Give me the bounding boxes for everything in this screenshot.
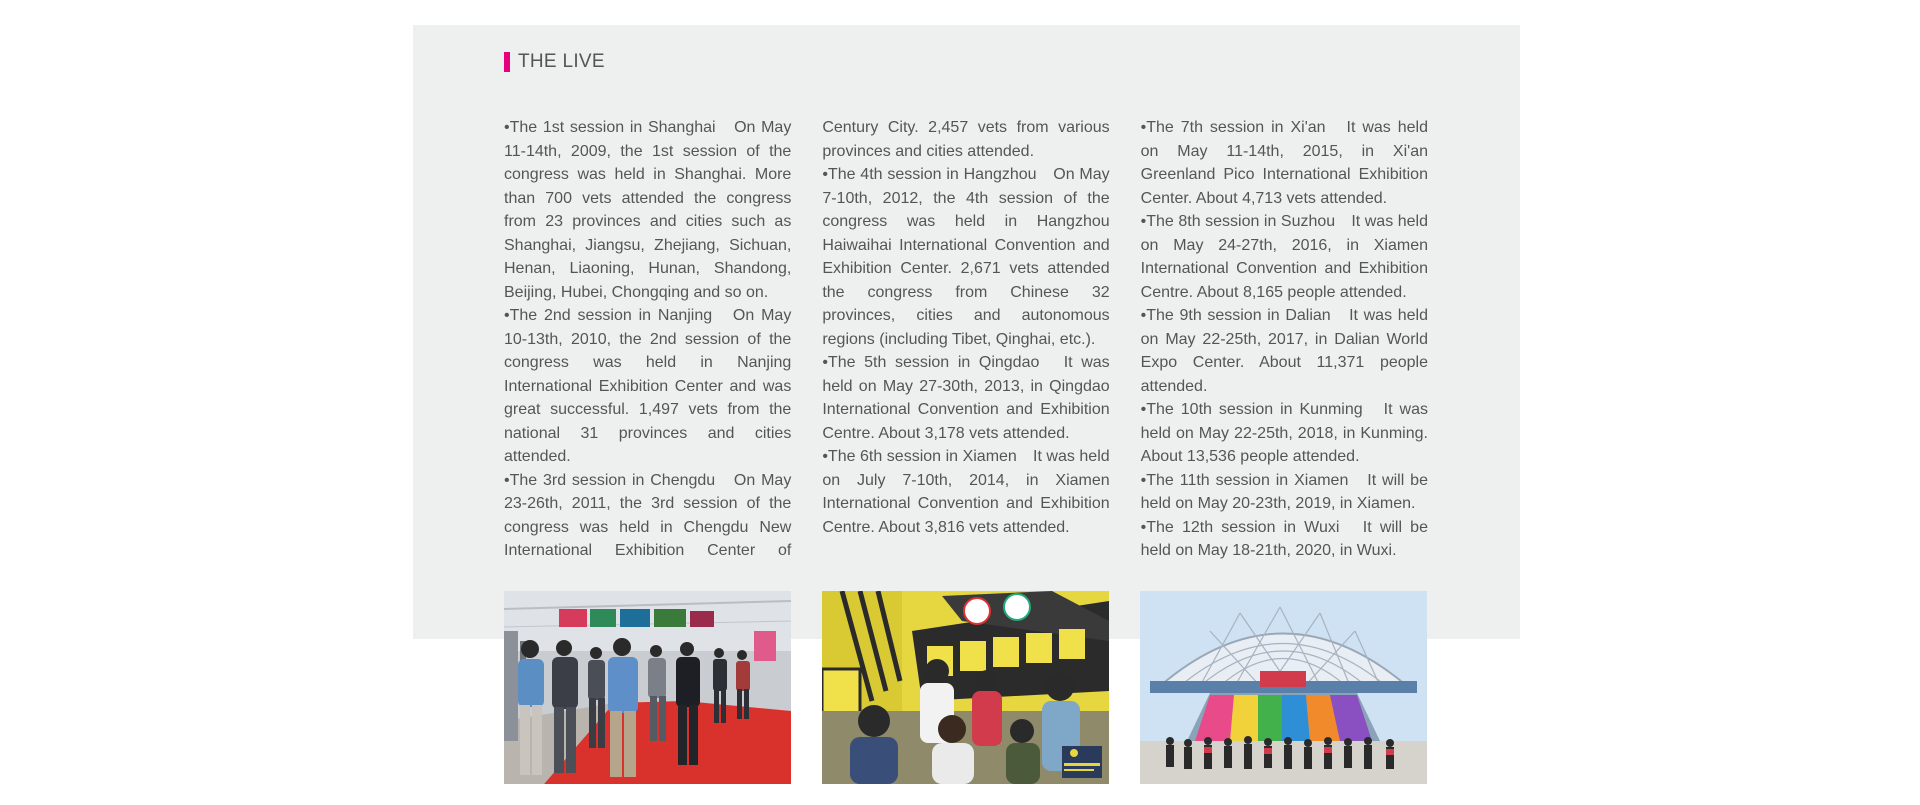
- session-list: [504, 116, 1428, 566]
- expo-center-entrance-photo: [1140, 591, 1427, 784]
- section-header: [504, 50, 605, 74]
- session-entry: •The 9th session in Dalian It was held on May 22-25th, 2017, in Dalian World Expo Center. About 11,371 people attended.: [1140, 307, 1428, 395]
- session-entry: •The 4th session in Hangzhou On May 7-10th, 2012, the 4th session of the congress was held in Hangzhou Haiwaihai International Convention and Exhibition Center. 2,671 vets attended the congress from Chinese 32 provinces, cities and autonomous regions (including Tibet, Qinghai, etc.).: [822, 166, 1110, 348]
- session-entry: •The 7th session in Xi'an It was held on May 11-14th, 2015, in Xi'an Greenland Pico International Exhibition Center. About 4,713 vets attended.: [1140, 119, 1428, 207]
- session-entry: •The 8th session in Suzhou It was held on May 24-27th, 2016, in Xiamen International Convention and Exhibition Centre. About 8,165 people attended.: [1140, 213, 1428, 301]
- session-entry: •The 2nd session in Nanjing On May 10-13th, 2010, the 2nd session of the congress was held in Nanjing International Exhibition Center and was great successful. 1,497 vets from the national 31 provinces and cities attended.: [504, 307, 792, 465]
- session-entry: •The 10th session in Kunming It was held on May 22-25th, 2018, in Kunming. About 13,536 people attended.: [1140, 401, 1428, 465]
- session-entry: •The 3rd session in Chengdu On May 23-26th, 2011, the 3rd session of the congress was held in Chengdu New International Exhibition Center of Century City. 2,457 vets from various provinces and cities attended.: [504, 119, 1110, 559]
- session-entry: •The 5th session in Qingdao It was held on May 27-30th, 2013, in Qingdao International Convention and Exhibition Centre. About 3,178 vets attended.: [822, 354, 1110, 442]
- session-entry: •The 1st session in Shanghai On May 11-14th, 2009, the 1st session of the congress was held in Shanghai. More than 700 vets attended the congress from 23 provinces and cities such as Shanghai, Jiangsu, Zhejiang, Sichuan, Henan, Liaoning, Hunan, Shandong, Beijing, Hubei, Chongqing and so on.: [504, 119, 792, 301]
- anniversary-booth-photo: [822, 591, 1109, 784]
- session-entry: •The 11th session in Xiamen It will be held on May 20-23th, 2019, in Xiamen.: [1140, 471, 1428, 512]
- session-entry: •The 12th session in Wuxi It will be held on May 18-21th, 2020, in Wuxi.: [1140, 518, 1428, 559]
- session-entry: •The 6th session in Xiamen It was held on July 7-10th, 2014, in Xiamen International Convention and Exhibition Centre. About 3,816 vets attended.: [822, 448, 1110, 536]
- photo-strip: [504, 591, 1428, 784]
- section-title: THE LIVE: [518, 51, 605, 72]
- exhibition-hall-crowd-photo: [504, 591, 791, 784]
- title-accent-bar: [504, 52, 510, 72]
